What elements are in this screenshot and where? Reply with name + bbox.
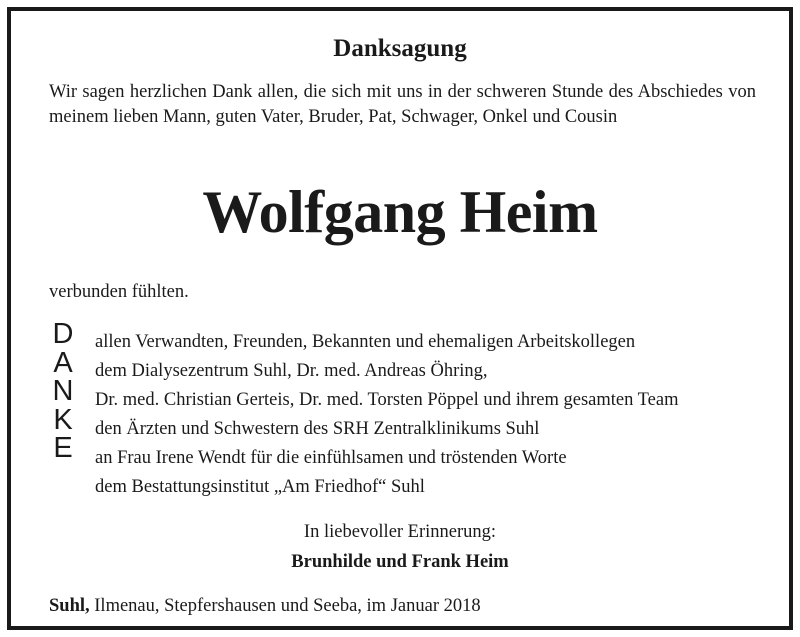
thanks-item: an Frau Irene Wendt für die einfühlsamen und tröstenden Worte bbox=[95, 448, 567, 468]
deceased-name: Wolfgang Heim bbox=[202, 179, 598, 245]
thanks-item: allen Verwandten, Freunden, Bekannten und ehemaligen Arbeitskollegen bbox=[95, 332, 636, 352]
intro-end-text: verbunden fühlten. bbox=[49, 282, 189, 302]
danke-letter: K bbox=[53, 403, 73, 436]
notice-title: Danksagung bbox=[333, 35, 467, 62]
danke-vertical-word bbox=[50, 320, 76, 463]
danke-letter: N bbox=[52, 375, 74, 407]
place-date-line bbox=[49, 596, 481, 617]
danke-letter: A bbox=[53, 346, 73, 379]
thanks-item: den Ärzten und Schwestern des SRH Zentralklinikums Suhl bbox=[95, 419, 540, 439]
place-bold: Suhl, bbox=[49, 596, 90, 616]
danke-letter: E bbox=[53, 432, 73, 464]
danke-letter: D bbox=[52, 318, 74, 350]
closing-text: In liebevoller Erinnerung: bbox=[303, 522, 497, 542]
notice-frame bbox=[7, 7, 793, 630]
thanks-item: Dr. med. Christian Gerteis, Dr. med. Torsten Pöppel und ihrem gesamten Team bbox=[95, 390, 679, 410]
thanks-item: dem Dialysezentrum Suhl, Dr. med. Andreas Öhring, bbox=[95, 361, 488, 381]
thanks-item: dem Bestattungsinstitut „Am Friedhof“ Suhl bbox=[95, 477, 425, 497]
thanks-list bbox=[95, 328, 678, 502]
place-rest: Ilmenau, Stepfershausen und Seeba, im Januar 2018 bbox=[89, 596, 481, 616]
intro-text: Wir sagen herzlichen Dank allen, die sich mit uns in der schweren Stunde des Abschiedes von meinem lieben Mann, guten Vater, Bruder, Pat, Schwager, Onkel und Cousin bbox=[49, 82, 756, 127]
signers: Brunhilde und Frank Heim bbox=[291, 552, 509, 572]
